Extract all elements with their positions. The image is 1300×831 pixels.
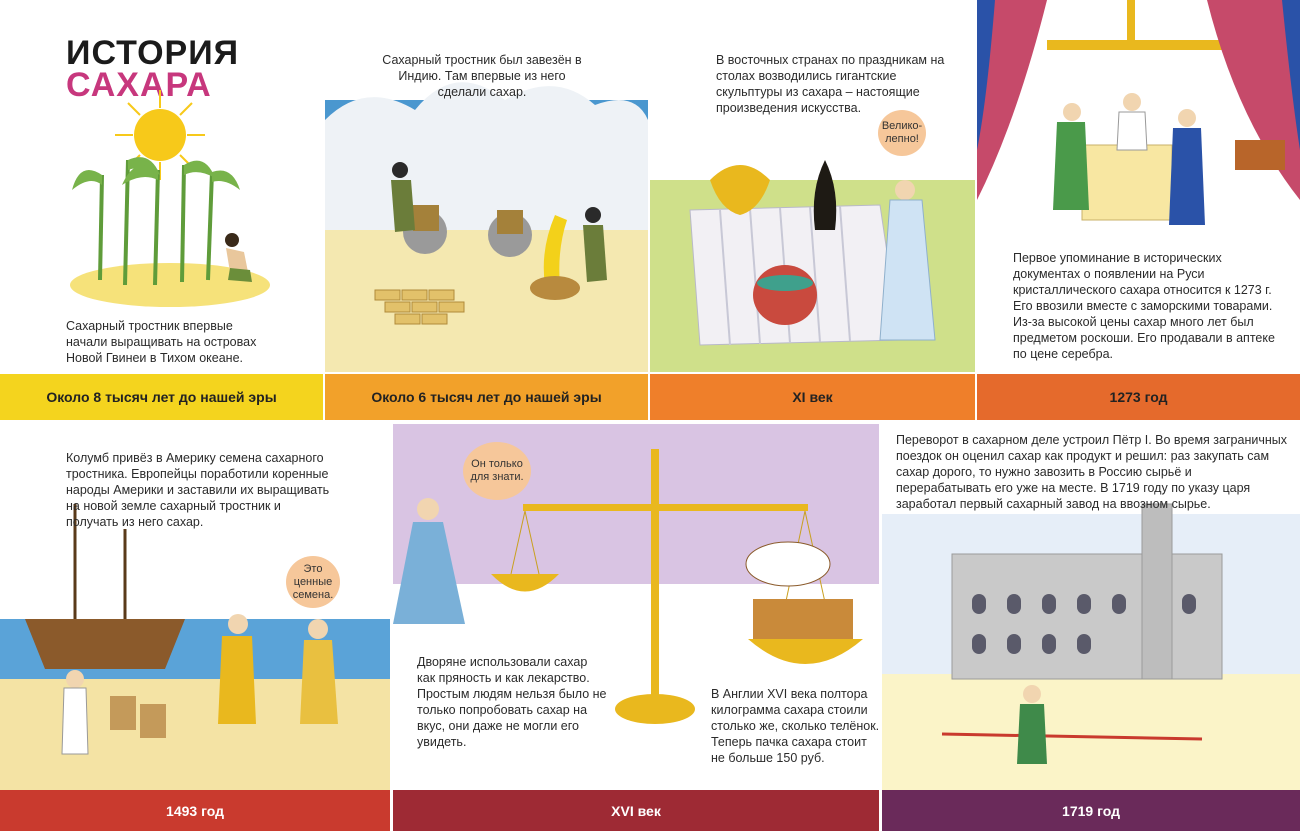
band-1719: 1719 год bbox=[882, 790, 1300, 831]
panel-east-text: В восточных странах по праздникам на столах возводились гигантские скульптуры из сахара – настоящие произведения искусства. bbox=[716, 53, 945, 115]
panel-peter bbox=[882, 424, 1300, 790]
speech-bubble-seeds: Это ценные семена. bbox=[286, 556, 340, 608]
panel-peter-text: Переворот в сахарном деле устроил Пётр I. Во время заграничных поездок он оценил сахар как продукт и решил: раз закупать сам сахар дорого, то нужно завозить в Россию сырьё и перерабатывать его уже на месте. В 1719 году по указу царя заработал первый сахарный завод на ввозном сырье. bbox=[896, 433, 1287, 511]
page-title-line2: САХАРА bbox=[66, 66, 212, 104]
band-6000-bc: Около 6 тысяч лет до нашей эры bbox=[325, 374, 648, 420]
panel-new-guinea bbox=[0, 0, 323, 372]
band-xvi-century: XVI век bbox=[393, 790, 879, 831]
panel-nobles-text-1: Дворяне использовали сахар как пряность и как лекарство. Простым людям нельзя было не только попробовать сахар на вкус, они даже не могли его увидеть. bbox=[417, 655, 607, 749]
band-1493: 1493 год bbox=[0, 790, 390, 831]
panel-east bbox=[650, 0, 975, 372]
panel-rus-text: Первое упоминание в исторических документах о появлении на Руси кристаллического сахара относится к 1273 г. Его ввозили вместе с заморскими товарами. Из-за высокой цены сахар много лет был предметом роскоши. Его продавали в аптеке по цене серебра. bbox=[1013, 251, 1275, 361]
panel-new-guinea-text: Сахарный тростник впервые начали выращивать на островах Новой Гвинеи в Тихом океане. bbox=[66, 319, 257, 365]
panel-india-text: Сахарный тростник был завезён в Индию. Там впервые из него сделали сахар. bbox=[382, 53, 582, 99]
panel-nobles bbox=[393, 424, 879, 790]
sugarcane-illustration bbox=[0, 0, 323, 372]
band-8000-bc: Около 8 тысяч лет до нашей эры bbox=[0, 374, 323, 420]
panel-columbus bbox=[0, 424, 390, 790]
panel-nobles-text-2: В Англии XVI века полтора килограмма сахара стоили столько же, сколько телёнок. Теперь пачка сахара стоит не больше 150 руб. bbox=[711, 687, 879, 765]
speech-bubble-velikolepno: Велико-лепно! bbox=[878, 110, 926, 156]
panel-columbus-text: Колумб привёз в Америку семена сахарного тростника. Европейцы поработили коренные народы Америки и заставили их выращивать на новой земле сахарный тростник и получать из него сахар. bbox=[66, 451, 330, 529]
band-xi-century: XI век bbox=[650, 374, 975, 420]
panel-rus bbox=[977, 0, 1300, 372]
panel-india bbox=[325, 0, 648, 372]
page-title-line1: ИСТОРИЯ bbox=[66, 34, 240, 72]
band-1273: 1273 год bbox=[977, 374, 1300, 420]
speech-bubble-nobility: Он только для знати. bbox=[463, 442, 531, 500]
